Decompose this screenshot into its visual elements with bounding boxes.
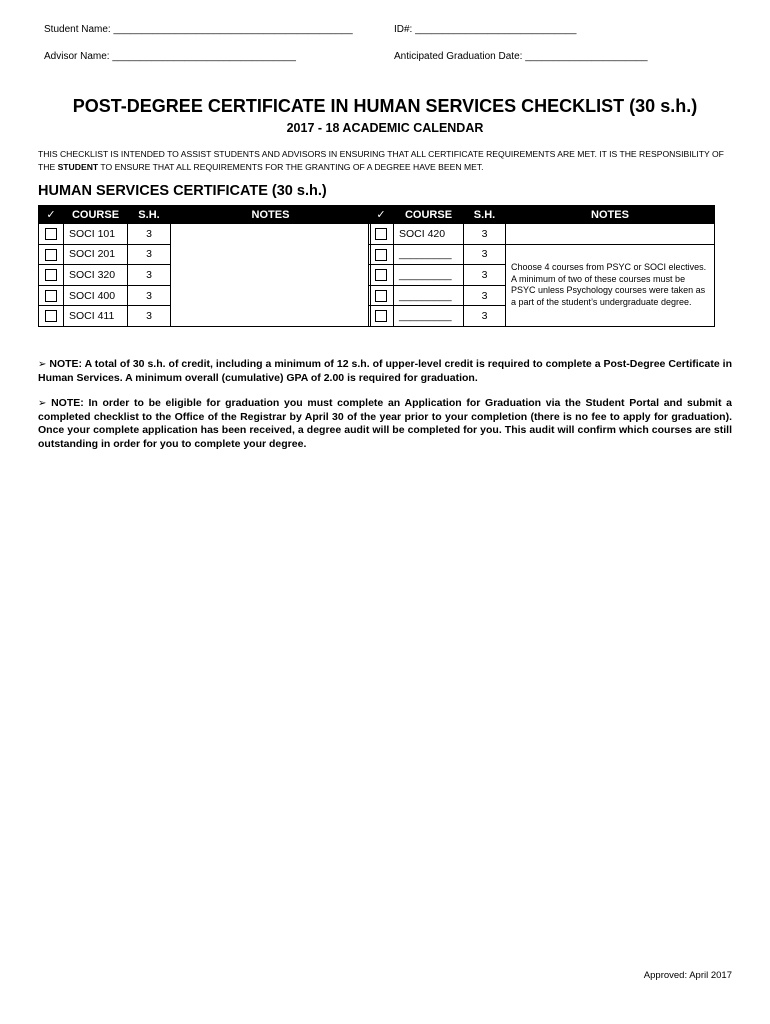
- page-title: POST-DEGREE CERTIFICATE IN HUMAN SERVICES CHECKLIST (30 s.h.): [72, 96, 698, 116]
- checkbox[interactable]: [375, 290, 387, 302]
- table-row: [39, 224, 371, 245]
- right-course-table: [368, 205, 715, 327]
- checkbox[interactable]: [375, 269, 387, 281]
- intro-text-1: THIS CHECKLIST IS INTENDED TO ASSIST STUDENTS AND ADVISORS IN ENSURING THAT ALL CERTIFICATE REQUIREMENTS ARE MET. IT IS THE RESPONSIBILITY OF THE: [38, 149, 724, 172]
- notes-cell[interactable]: [171, 224, 371, 327]
- notes-header: NOTES: [171, 206, 371, 224]
- table-row: [369, 244, 715, 265]
- approved-date: Approved: April 2017: [643, 970, 732, 981]
- checkbox[interactable]: [375, 249, 387, 261]
- course-header: COURSE: [64, 206, 128, 224]
- sh-cell: 3: [128, 244, 171, 265]
- sh-header: S.H.: [464, 206, 506, 224]
- sh-cell: 3: [464, 306, 506, 327]
- intro-paragraph: [38, 148, 738, 174]
- table-header-row: [39, 206, 371, 224]
- checkbox[interactable]: [45, 269, 57, 281]
- sh-cell: 3: [464, 224, 506, 245]
- arrow-bullet-icon: ➢: [38, 359, 47, 370]
- intro-student-word: STUDENT: [57, 162, 99, 172]
- table-row: [369, 224, 715, 245]
- sh-cell: 3: [128, 265, 171, 286]
- sh-cell: 3: [464, 265, 506, 286]
- course-cell: SOCI 400: [64, 285, 128, 306]
- check-mark-icon: ✓: [39, 206, 64, 224]
- note-credit-requirements: [38, 358, 732, 385]
- student-name-field[interactable]: Student Name: ___________________________________________: [44, 24, 353, 35]
- course-cell: SOCI 320: [64, 265, 128, 286]
- checkbox[interactable]: [45, 249, 57, 261]
- course-cell: SOCI 201: [64, 244, 128, 265]
- checkbox[interactable]: [375, 310, 387, 322]
- id-field[interactable]: ID#: _____________________________: [394, 24, 577, 35]
- checkbox[interactable]: [45, 310, 57, 322]
- sh-cell: 3: [128, 224, 171, 245]
- course-cell: SOCI 420: [394, 224, 464, 245]
- left-course-table: [38, 205, 371, 327]
- notes-header: NOTES: [506, 206, 715, 224]
- course-blank-cell[interactable]: _________: [394, 244, 464, 265]
- note-1-text: NOTE: A total of 30 s.h. of credit, including a minimum of 12 s.h. of upper-level credit is required to complete a Post-Degree Certificate in Human Services. A minimum overall (cumulative) GPA of 2.00 is required for graduation.: [38, 358, 732, 384]
- elective-notes: Choose 4 courses from PSYC or SOCI electives. A minimum of two of these courses must be PSYC unless Psychology courses were taken as a part of the student’s undergraduate degree.: [506, 244, 715, 326]
- sh-header: S.H.: [128, 206, 171, 224]
- table-header-row: [369, 206, 715, 224]
- course-blank-cell[interactable]: _________: [394, 265, 464, 286]
- sh-cell: 3: [128, 306, 171, 327]
- course-blank-cell[interactable]: _________: [394, 285, 464, 306]
- section-title: HUMAN SERVICES CERTIFICATE (30 s.h.): [38, 183, 327, 199]
- checkbox[interactable]: [375, 228, 387, 240]
- checkbox[interactable]: [45, 228, 57, 240]
- sh-cell: 3: [128, 285, 171, 306]
- sh-cell: 3: [464, 244, 506, 265]
- course-cell: SOCI 411: [64, 306, 128, 327]
- sh-cell: 3: [464, 285, 506, 306]
- intro-text-2: TO ENSURE THAT ALL REQUIREMENTS FOR THE GRANTING OF A DEGREE HAVE BEEN MET.: [98, 162, 484, 172]
- check-mark-icon: ✓: [369, 206, 394, 224]
- course-header: COURSE: [394, 206, 464, 224]
- notes-cell[interactable]: [506, 224, 715, 245]
- arrow-bullet-icon: ➢: [38, 398, 47, 409]
- note-2-text: NOTE: In order to be eligible for graduation you must complete an Application for Graduation via the Student Portal and submit a completed checklist to the Office of the Registrar by April 30 of the year prior to your completion (there is no fee to apply for graduation). Once your complete application has been received, a degree audit will be completed for you. This audit will confirm which courses are still outstanding in order for you to complete your degree.: [38, 397, 732, 450]
- academic-calendar-subtitle: 2017 - 18 ACADEMIC CALENDAR: [286, 121, 484, 135]
- graduation-date-field[interactable]: Anticipated Graduation Date: ______________________: [394, 51, 648, 62]
- note-graduation-application: [38, 397, 732, 451]
- checkbox[interactable]: [45, 290, 57, 302]
- advisor-name-field[interactable]: Advisor Name: _________________________________: [44, 51, 296, 62]
- course-cell: SOCI 101: [64, 224, 128, 245]
- course-blank-cell[interactable]: _________: [394, 306, 464, 327]
